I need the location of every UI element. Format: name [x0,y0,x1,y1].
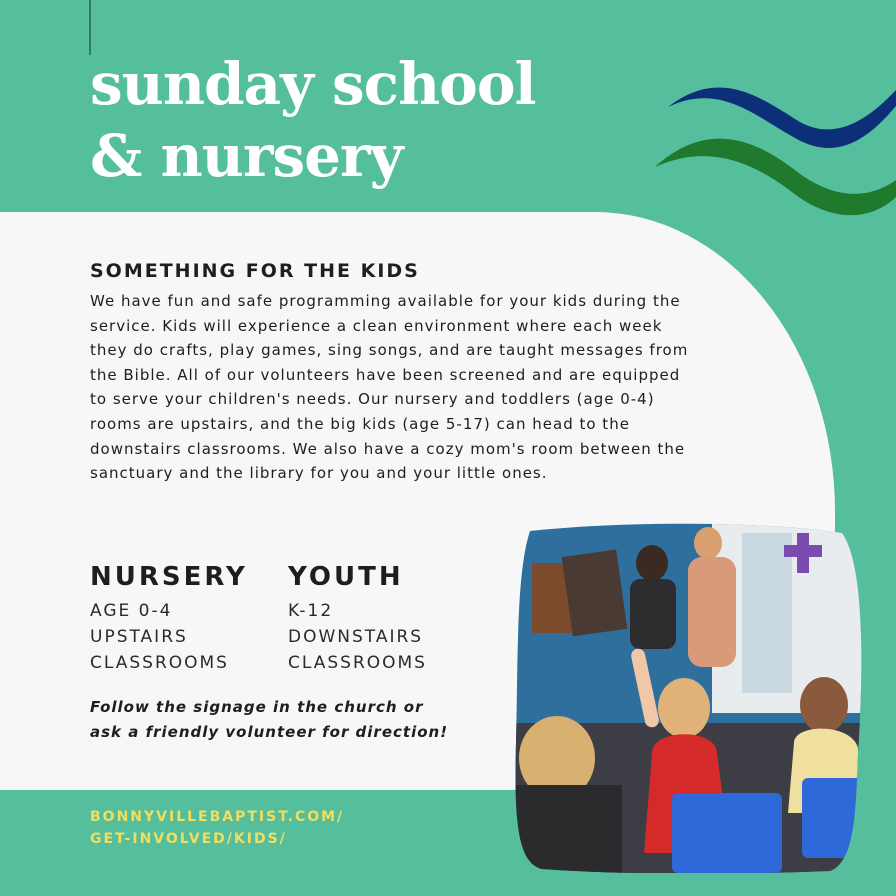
note-line-1: Follow the signage in the church or [90,698,424,716]
section-heading: SOMETHING FOR THE KIDS [90,260,420,282]
title-line-2: & nursery [90,122,403,190]
youth-column [288,562,427,676]
children-classroom-photo [512,523,864,873]
youth-heading: YOUTH [288,562,404,592]
accent-line [89,0,91,55]
note-line-2: ask a friendly volunteer for direction! [90,723,449,741]
nursery-location: UPSTAIRS [90,627,188,647]
page-title [90,48,536,192]
youth-grades: K-12 [288,601,334,621]
youth-rooms: CLASSROOMS [288,653,427,673]
url-line-2: GET-INVOLVED/KIDS/ [90,831,287,847]
nursery-rooms: CLASSROOMS [90,653,229,673]
blue-wave [668,88,896,148]
direction-note [90,695,448,745]
nursery-column [90,562,248,676]
nursery-heading: NURSERY [90,562,248,592]
nursery-age: AGE 0-4 [90,601,173,621]
website-url[interactable] [90,806,344,850]
green-wave [655,139,896,216]
youth-location: DOWNSTAIRS [288,627,424,647]
section-body: We have fun and safe programming available for your kids during the service. Kids will experience a clean environment where each week they do crafts, play games, sing songs, and are taught messages from the Bible. All of our volunteers have been screened and are equipped to serve your children's needs. Our nursery and toddlers (age 0-4) rooms are upstairs, and the big kids (age 5-17) can head to the downstairs classrooms. We also have a cozy mom's room between the sanctuary and the library for you and your little ones. [90,292,689,483]
title-line-1: sunday school [90,50,536,118]
wave-logo-icon [650,72,896,222]
url-line-1: BONNYVILLEBAPTIST.COM/ [90,809,345,825]
